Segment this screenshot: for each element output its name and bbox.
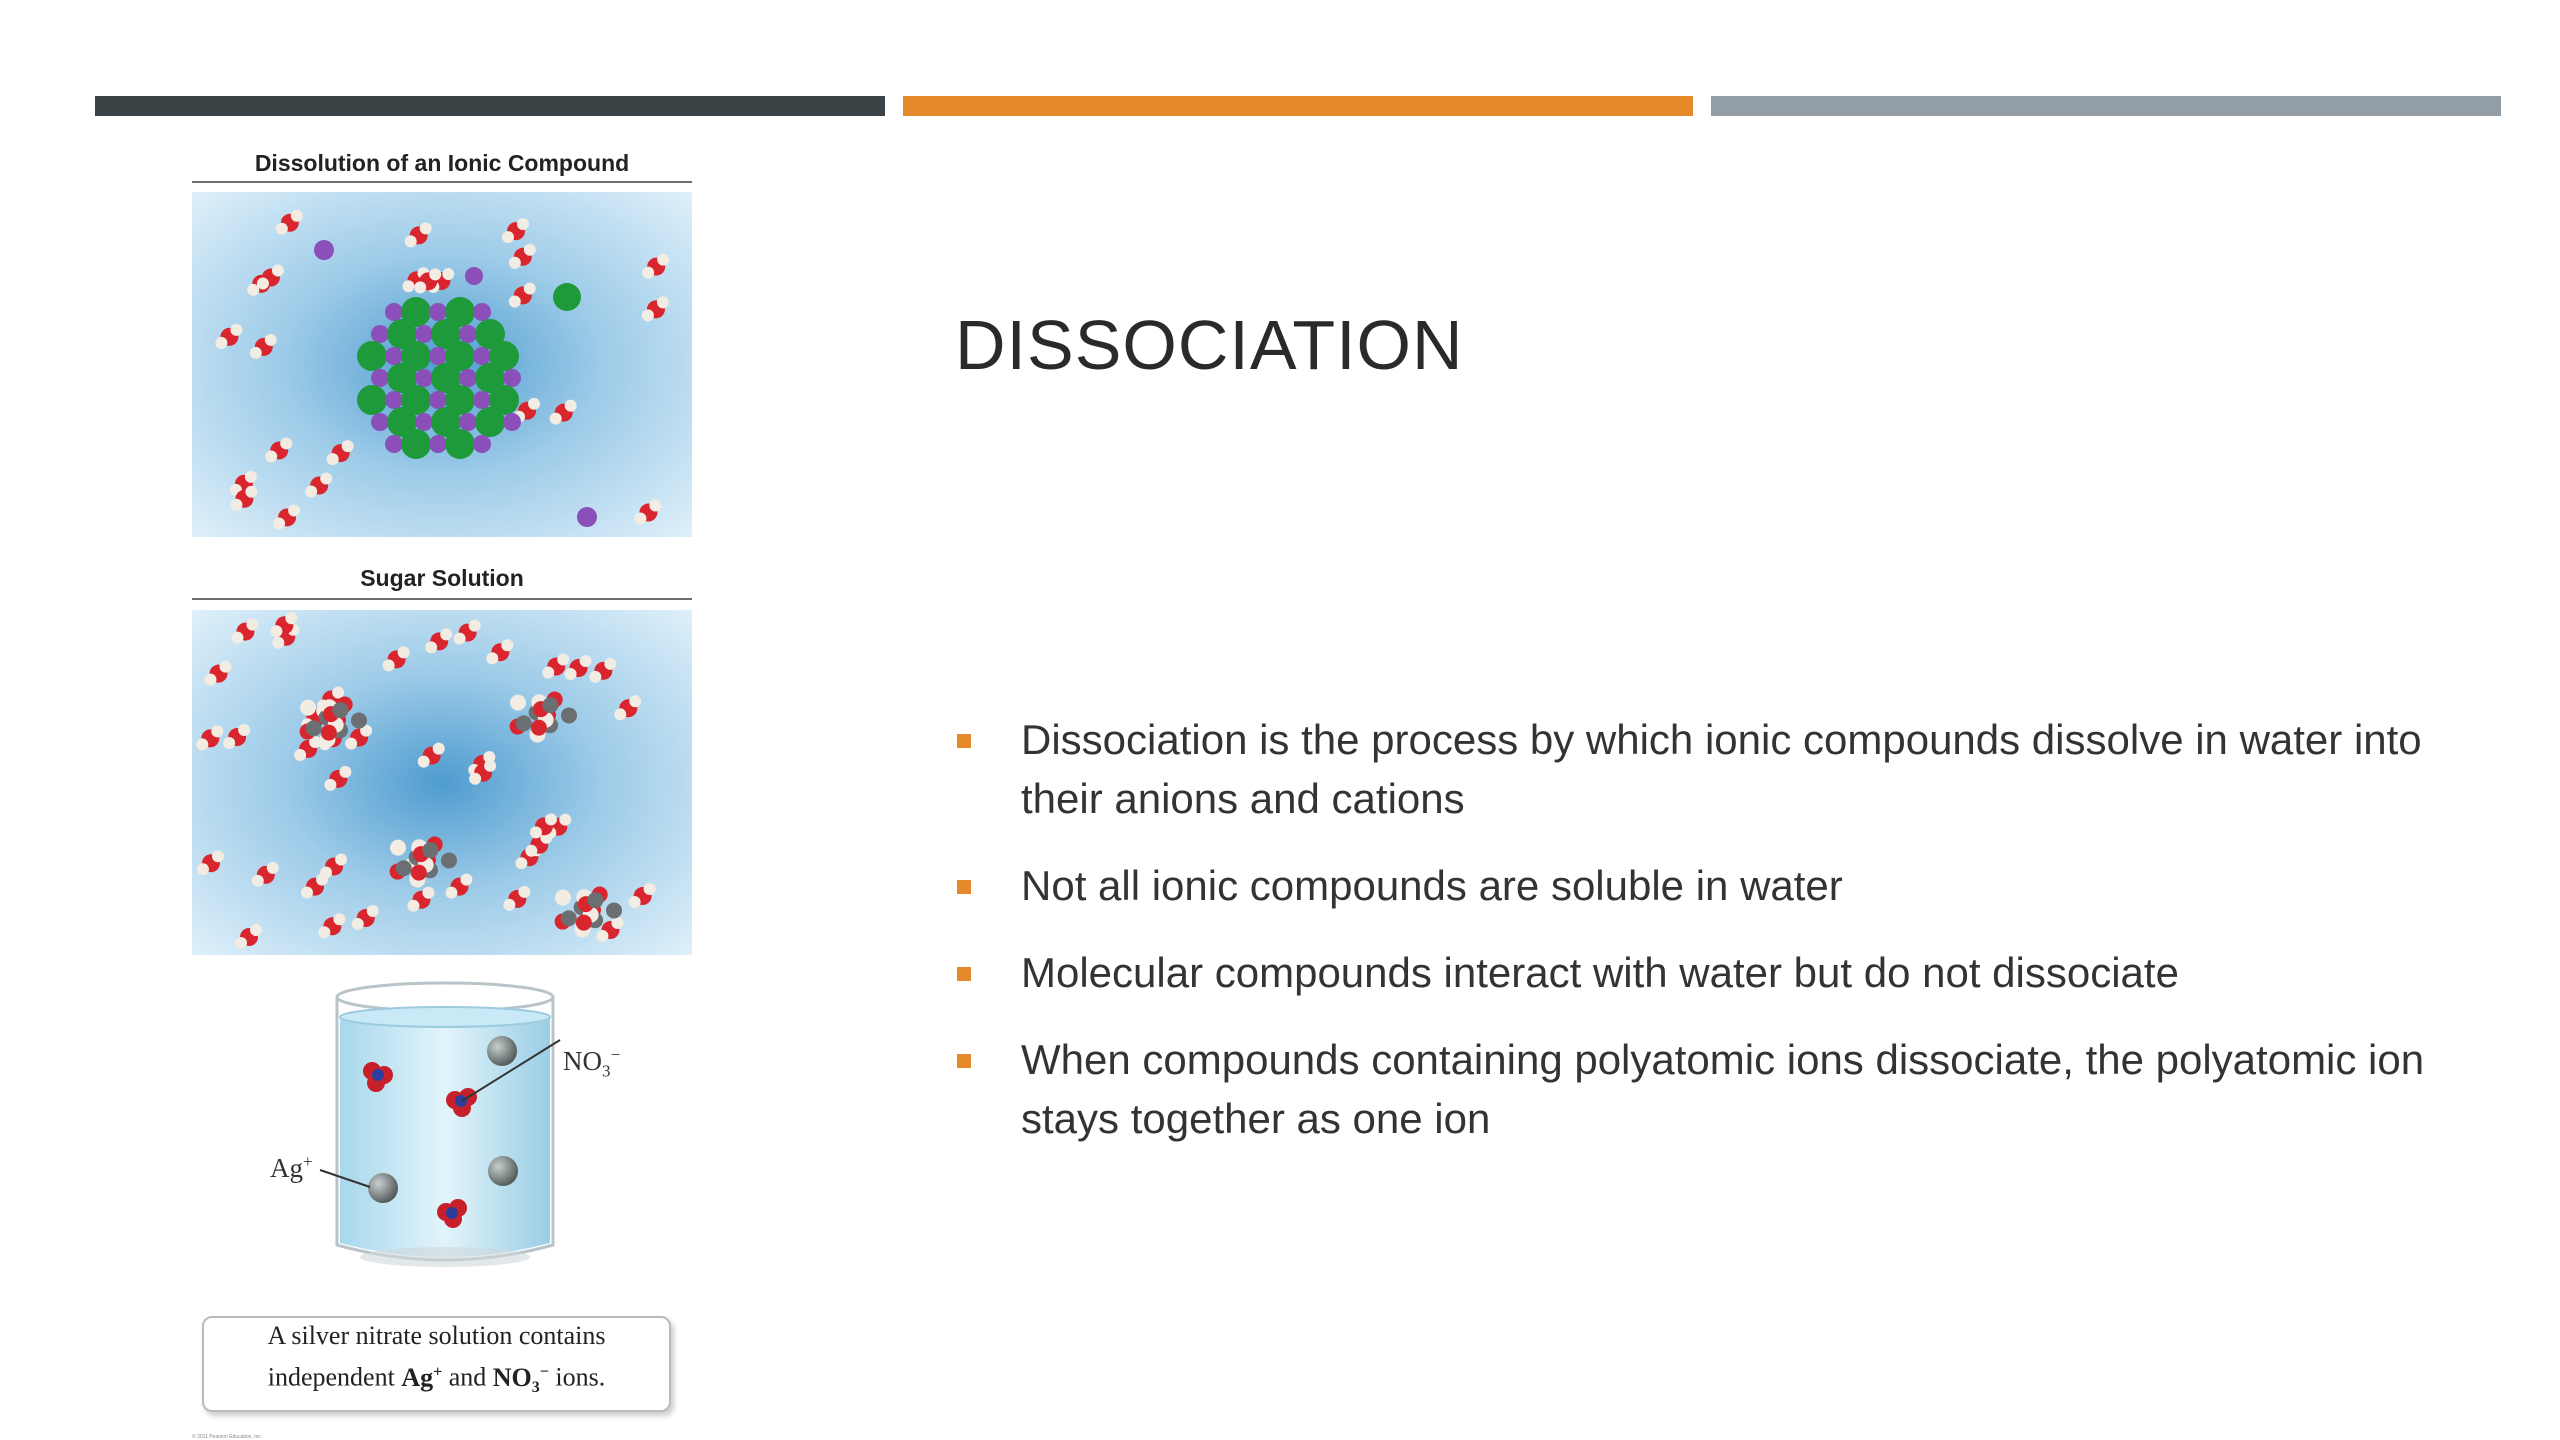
- water-hydrogen: [469, 773, 481, 785]
- beaker-graphic: [250, 965, 650, 1285]
- slide-title: DISSOCIATION: [955, 306, 1464, 384]
- water-hydrogen: [280, 437, 292, 449]
- water-hydrogen: [530, 826, 542, 838]
- sugar-solution-rule: [192, 598, 692, 600]
- water-hydrogen: [272, 265, 284, 277]
- figure-copyright: © 2011 Pearson Education, Inc.: [192, 1434, 263, 1440]
- water-hydrogen: [402, 280, 414, 292]
- sugar-atom: [332, 702, 348, 718]
- bullet-item: Dissociation is the process by which ionic compounds dissolve in water into their anions and cations: [955, 710, 2455, 828]
- water-hydrogen: [657, 254, 669, 266]
- sugar-atom: [576, 915, 592, 931]
- water-hydrogen: [502, 231, 514, 243]
- sugar-atom: [561, 707, 577, 723]
- water-hydrogen: [367, 905, 379, 917]
- water-hydrogen: [503, 899, 515, 911]
- water-hydrogen: [305, 485, 317, 497]
- sodium-ion: [459, 325, 477, 343]
- water-hydrogen: [557, 654, 569, 666]
- square-bullet-icon: [957, 880, 971, 894]
- sodium-ion: [385, 435, 403, 453]
- silver-nitrate-beaker: [250, 965, 650, 1285]
- sodium-ion: [314, 240, 334, 260]
- square-bullet-icon: [957, 1054, 971, 1068]
- water-hydrogen: [250, 347, 262, 359]
- chloride-ion: [553, 283, 581, 311]
- water-hydrogen: [238, 724, 250, 736]
- water-hydrogen: [550, 413, 562, 425]
- water-hydrogen: [565, 400, 577, 412]
- water-hydrogen: [272, 637, 284, 649]
- sodium-ion: [429, 347, 447, 365]
- sugar-atom: [561, 910, 577, 926]
- water-hydrogen: [486, 652, 498, 664]
- sodium-ion: [503, 369, 521, 387]
- water-hydrogen: [644, 883, 656, 895]
- water-hydrogen: [445, 887, 457, 899]
- bullet-item: Not all ionic compounds are soluble in water: [955, 856, 2455, 915]
- water-hydrogen: [257, 278, 269, 290]
- sugar-atom: [510, 695, 526, 711]
- water-hydrogen: [542, 667, 554, 679]
- water-hydrogen: [212, 850, 224, 862]
- water-hydrogen: [215, 337, 227, 349]
- water-hydrogen: [634, 513, 646, 525]
- water-hydrogen: [501, 639, 513, 651]
- water-hydrogen: [318, 926, 330, 938]
- water-hydrogen: [524, 282, 536, 294]
- water-hydrogen: [518, 886, 530, 898]
- water-hydrogen: [270, 625, 282, 637]
- sugar-atom: [306, 720, 322, 736]
- beaker-caption: [202, 1316, 671, 1412]
- water-hydrogen: [418, 756, 430, 768]
- water-hydrogen: [642, 309, 654, 321]
- water-hydrogen: [265, 334, 277, 346]
- water-hydrogen: [333, 913, 345, 925]
- bullet-item: Molecular compounds interact with water but do not dissociate: [955, 943, 2455, 1002]
- sodium-ion: [429, 391, 447, 409]
- sodium-ion: [385, 347, 403, 365]
- sugar-molecules-graphic: [192, 610, 692, 955]
- water-hydrogen: [509, 257, 521, 269]
- sodium-ion: [371, 325, 389, 343]
- water-hydrogen: [273, 517, 285, 529]
- header-bar-dark: [95, 96, 885, 116]
- water-hydrogen: [657, 296, 669, 308]
- water-hydrogen: [509, 295, 521, 307]
- water-hydrogen: [327, 453, 339, 465]
- sugar-solution-illustration: [192, 610, 692, 955]
- water-hydrogen: [517, 218, 529, 230]
- water-hydrogen: [559, 814, 571, 826]
- water-hydrogen: [596, 930, 608, 942]
- water-hydrogen: [414, 281, 426, 293]
- sugar-atom: [516, 715, 532, 731]
- water-hydrogen: [339, 766, 351, 778]
- sugar-atom: [555, 890, 571, 906]
- water-hydrogen: [196, 738, 208, 750]
- sodium-ion: [429, 303, 447, 321]
- sugar-solution-title: Sugar Solution: [360, 565, 524, 591]
- sodium-ion: [503, 413, 521, 431]
- water-hydrogen: [611, 917, 623, 929]
- water-hydrogen: [649, 500, 661, 512]
- sodium-ion: [415, 413, 433, 431]
- water-hydrogen: [197, 863, 209, 875]
- water-hydrogen: [422, 887, 434, 899]
- sugar-atom: [396, 860, 412, 876]
- sodium-ion: [473, 303, 491, 321]
- water-hydrogen: [230, 324, 242, 336]
- square-bullet-icon: [957, 734, 971, 748]
- sodium-ion: [385, 391, 403, 409]
- water-hydrogen: [425, 641, 437, 653]
- sodium-ion: [429, 435, 447, 453]
- sugar-atom: [542, 697, 558, 713]
- sugar-atom: [411, 865, 427, 881]
- sodium-ion: [385, 303, 403, 321]
- water-hydrogen: [219, 661, 231, 673]
- water-hydrogen: [524, 244, 536, 256]
- water-hydrogen: [484, 760, 496, 772]
- water-hydrogen: [589, 671, 601, 683]
- water-hydrogen: [469, 620, 481, 632]
- square-bullet-icon: [957, 967, 971, 981]
- water-hydrogen: [528, 398, 540, 410]
- water-hydrogen: [440, 628, 452, 640]
- water-hydrogen: [352, 918, 364, 930]
- water-hydrogen: [525, 845, 537, 857]
- sodium-ion: [415, 369, 433, 387]
- water-hydrogen: [246, 619, 258, 631]
- water-hydrogen: [420, 222, 432, 234]
- water-hydrogen: [245, 486, 257, 498]
- water-hydrogen: [604, 658, 616, 670]
- water-hydrogen: [211, 725, 223, 737]
- sodium-ion: [371, 413, 389, 431]
- sugar-atom: [300, 700, 316, 716]
- chloride-ion: [445, 429, 475, 459]
- sugar-atom: [587, 892, 603, 908]
- silver-ion-label: Ag+: [270, 1152, 313, 1183]
- water-hydrogen: [460, 874, 472, 886]
- water-hydrogen: [252, 875, 264, 887]
- nitrate-ion-label: $NO_3^-$: [563, 1045, 621, 1081]
- sugar-atom: [390, 840, 406, 856]
- sodium-ion: [473, 435, 491, 453]
- chloride-ion: [357, 341, 387, 371]
- ionic-dissolution-illustration: [192, 192, 692, 537]
- water-hydrogen: [231, 632, 243, 644]
- sodium-ion: [459, 369, 477, 387]
- water-hydrogen: [515, 857, 527, 869]
- water-hydrogen: [276, 223, 288, 235]
- water-hydrogen: [407, 900, 419, 912]
- chloride-ion: [475, 407, 505, 437]
- sodium-ion: [465, 267, 483, 285]
- water-hydrogen: [342, 440, 354, 452]
- water-hydrogen: [230, 499, 242, 511]
- water-hydrogen: [332, 687, 344, 699]
- header-bar-gray: [1711, 96, 2501, 116]
- water-hydrogen: [316, 874, 328, 886]
- water-hydrogen: [345, 738, 357, 750]
- water-hydrogen: [642, 267, 654, 279]
- sugar-atom: [441, 852, 457, 868]
- ionic-dissolution-rule: [192, 181, 692, 183]
- water-hydrogen: [235, 937, 247, 949]
- ionic-crystal-graphic: [192, 192, 692, 537]
- water-hydrogen: [250, 924, 262, 936]
- sugar-atom: [606, 902, 622, 918]
- caption-line-2: independent Ag+ and $NO_3^-$ ions.: [267, 1362, 606, 1396]
- water-hydrogen: [291, 210, 303, 222]
- water-hydrogen: [454, 633, 466, 645]
- chloride-ion: [401, 429, 431, 459]
- water-hydrogen: [324, 779, 336, 791]
- sodium-ion: [371, 369, 389, 387]
- ionic-dissolution-title: Dissolution of an Ionic Compound: [254, 150, 630, 176]
- water-hydrogen: [580, 655, 592, 667]
- water-hydrogen: [223, 737, 235, 749]
- sugar-atom: [422, 842, 438, 858]
- water-hydrogen: [398, 646, 410, 658]
- water-hydrogen: [405, 235, 417, 247]
- water-hydrogen: [383, 659, 395, 671]
- bullet-list: [955, 710, 2455, 1176]
- water-hydrogen: [204, 674, 216, 686]
- sodium-ion: [415, 325, 433, 343]
- water-hydrogen: [629, 896, 641, 908]
- caption-line-1: A silver nitrate solution contains: [267, 1321, 606, 1350]
- sugar-atom: [321, 725, 337, 741]
- water-hydrogen: [285, 612, 297, 624]
- header-bar-orange: [903, 96, 1693, 116]
- water-hydrogen: [301, 887, 313, 899]
- sodium-ion: [473, 347, 491, 365]
- water-hydrogen: [442, 268, 454, 280]
- sugar-atom: [531, 720, 547, 736]
- water-hydrogen: [545, 813, 557, 825]
- water-hydrogen: [245, 471, 257, 483]
- water-hydrogen: [320, 472, 332, 484]
- sodium-ion: [577, 507, 597, 527]
- water-hydrogen: [629, 695, 641, 707]
- water-hydrogen: [265, 450, 277, 462]
- water-hydrogen: [433, 743, 445, 755]
- water-hydrogen: [565, 668, 577, 680]
- water-hydrogen: [335, 853, 347, 865]
- water-hydrogen: [294, 749, 306, 761]
- water-hydrogen: [267, 862, 279, 874]
- bullet-item: When compounds containing polyatomic ions dissociate, the polyatomic ion stays together as one ion: [955, 1030, 2455, 1148]
- sodium-ion: [459, 413, 477, 431]
- sugar-atom: [351, 712, 367, 728]
- water-hydrogen: [614, 708, 626, 720]
- sodium-ion: [473, 391, 491, 409]
- chloride-ion: [357, 385, 387, 415]
- water-hydrogen: [429, 268, 441, 280]
- water-hydrogen: [288, 504, 300, 516]
